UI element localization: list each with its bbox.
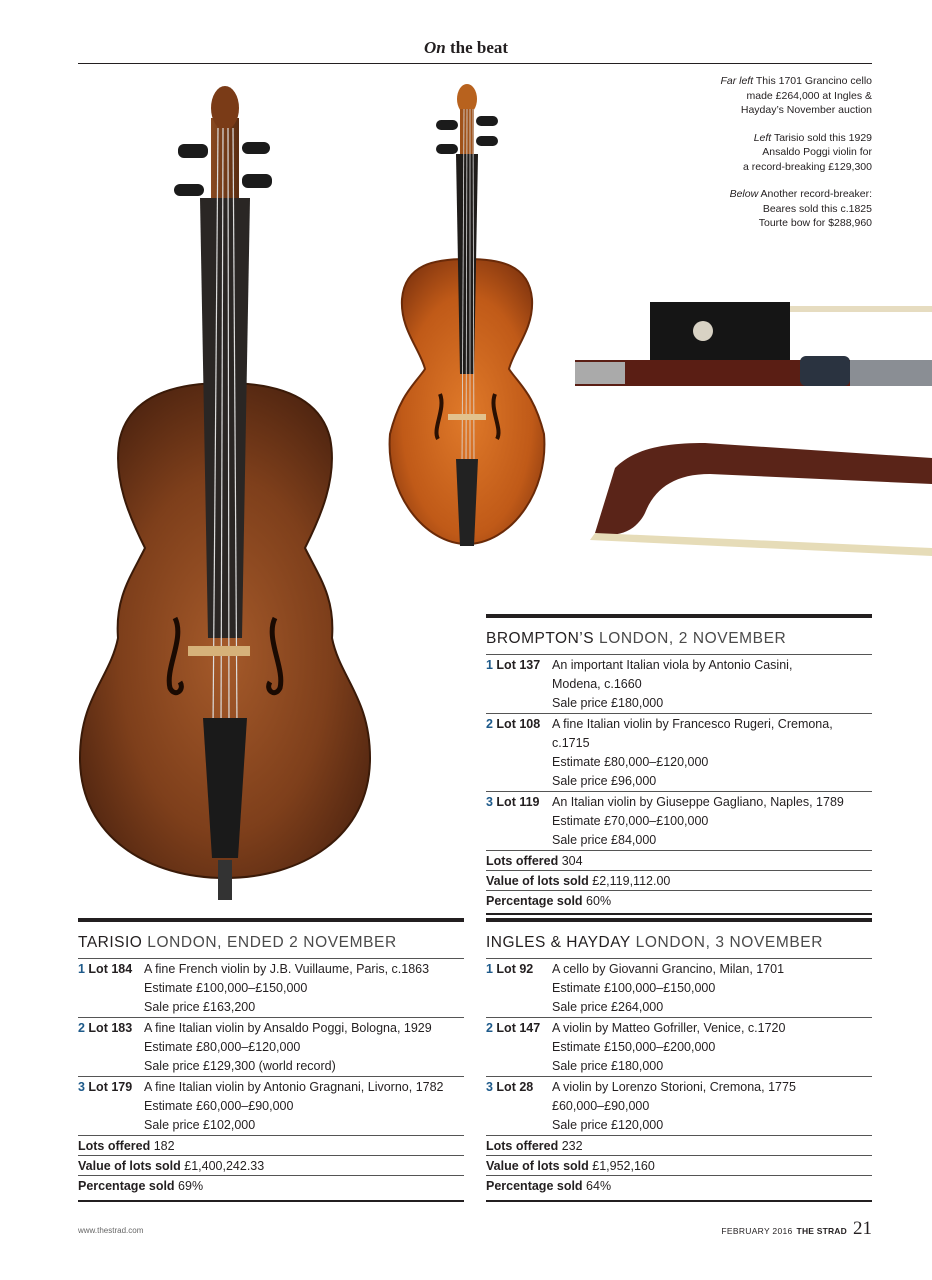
header-rule	[78, 63, 872, 64]
panel-bottom-rule	[486, 1200, 872, 1202]
lot-description: A fine French violin by J.B. Vuillaume, Paris, c.1863 Estimate £100,000–£150,000 Sale price £163,200	[144, 962, 430, 1014]
tarisio-results-panel	[78, 918, 464, 1202]
lot-description: A fine Italian violin by Francesco Rugeri, Cremona, c.1715 Estimate £80,000–£120,000 Sale price £96,000	[552, 717, 833, 788]
stat-lots-offered: Lots offered 182	[78, 1139, 175, 1153]
lot-row	[486, 1077, 872, 1135]
stat-value-sold: Value of lots sold £2,119,112.00	[486, 874, 671, 888]
panel-title: BROMPTON’S LONDON, 2 NOVEMBER	[486, 630, 787, 647]
lot-number: 3 Lot 28	[486, 1080, 534, 1094]
stat-lots-offered: Lots offered 232	[486, 1139, 583, 1153]
panel-bottom-rule	[486, 913, 872, 915]
panel-bottom-rule	[78, 1200, 464, 1202]
stat-lots-offered: Lots offered 304	[486, 854, 583, 868]
lot-description: An Italian violin by Giuseppe Gagliano, Naples, 1789 Estimate £70,000–£100,000 Sale price £84,000	[552, 795, 844, 847]
panel-title: INGLES & HAYDAY LONDON, 3 NOVEMBER	[486, 934, 824, 951]
lot-row	[78, 1077, 464, 1135]
folio	[721, 1218, 872, 1240]
issue-date: FEBRUARY 2016	[721, 1226, 793, 1236]
lot-number: 3 Lot 179	[78, 1080, 133, 1094]
caption-bow: Below Another record-breaker: Beares sold this c.1825 Tourte bow for $288,960	[729, 188, 872, 229]
violin-photo	[380, 84, 555, 554]
bromptons-results-panel	[486, 614, 872, 915]
bow-photo	[575, 298, 932, 560]
stat-value-sold: Value of lots sold £1,952,160	[486, 1159, 655, 1173]
lot-description: A violin by Matteo Gofriller, Venice, c.1720 Estimate £150,000–£200,000 Sale price £180,000	[552, 1021, 786, 1073]
lot-number: 2 Lot 147	[486, 1021, 541, 1035]
page-number: 21	[853, 1218, 872, 1239]
panel-top-rule	[486, 614, 872, 618]
lot-row	[486, 714, 872, 791]
lot-row	[486, 792, 872, 850]
footer-url: www.thestrad.com	[78, 1226, 144, 1235]
lot-number: 1 Lot 184	[78, 962, 133, 976]
caption-cello: Far left This 1701 Grancino cello made £264,000 at Ingles & Hayday’s November auction	[720, 75, 872, 116]
lot-description: A fine Italian violin by Ansaldo Poggi, Bologna, 1929 Estimate £80,000–£120,000 Sale price £129,300 (world record)	[144, 1021, 432, 1073]
panel-title: TARISIO LONDON, ENDED 2 NOVEMBER	[78, 934, 397, 951]
header-italic: On	[423, 38, 446, 57]
lot-description: A cello by Giovanni Grancino, Milan, 1701 Estimate £100,000–£150,000 Sale price £264,000	[552, 962, 785, 1014]
lot-row	[78, 1018, 464, 1076]
photo-captions	[652, 74, 872, 244]
lot-number: 2 Lot 108	[486, 717, 541, 731]
lot-number: 3 Lot 119	[486, 795, 540, 809]
lot-description: A violin by Lorenzo Storioni, Cremona, 1775 £60,000–£90,000 Sale price £120,000	[552, 1080, 796, 1132]
lot-number: 2 Lot 183	[78, 1021, 133, 1035]
stat-percentage-sold: Percentage sold 60%	[486, 894, 612, 908]
running-header	[0, 38, 932, 58]
stat-percentage-sold: Percentage sold 69%	[78, 1179, 204, 1193]
lot-row	[486, 1018, 872, 1076]
panel-top-rule	[486, 918, 872, 922]
panel-top-rule	[78, 918, 464, 922]
lot-row	[486, 959, 872, 1017]
ingles-hayday-results-panel	[486, 918, 872, 1202]
stat-value-sold: Value of lots sold £1,400,242.33	[78, 1159, 265, 1173]
header-rest: the beat	[445, 38, 509, 57]
stat-percentage-sold: Percentage sold 64%	[486, 1179, 612, 1193]
lot-row	[486, 655, 872, 713]
lot-row	[78, 959, 464, 1017]
caption-violin: Left Tarisio sold this 1929 Ansaldo Poggi violin for a record-breaking £129,300	[742, 131, 872, 173]
cello-photo	[70, 78, 380, 908]
lot-number: 1 Lot 137	[486, 658, 541, 672]
lot-number: 1 Lot 92	[486, 962, 534, 976]
magazine-name: THE STRAD	[796, 1226, 847, 1236]
lot-description: An important Italian viola by Antonio Casini, Modena, c.1660 Sale price £180,000	[552, 658, 793, 710]
lot-description: A fine Italian violin by Antonio Gragnani, Livorno, 1782 Estimate £60,000–£90,000 Sale price £102,000	[144, 1080, 444, 1132]
